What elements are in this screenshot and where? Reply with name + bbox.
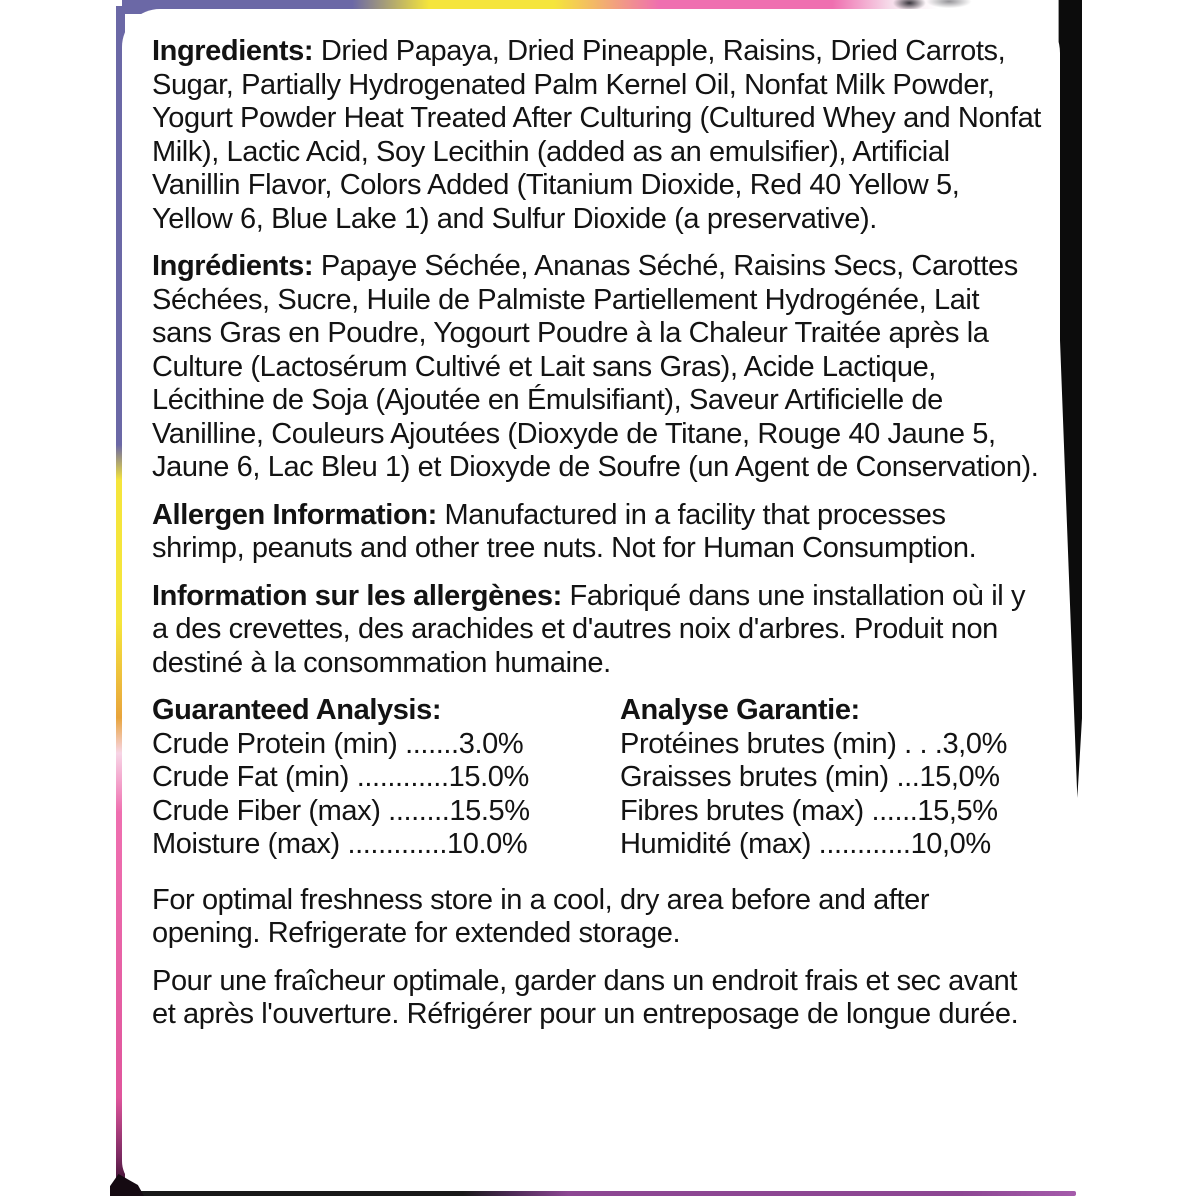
analysis-row-crude-protein: Crude Protein (min) .......3.0% <box>152 727 524 760</box>
ingredients-fr-paragraph <box>152 250 1044 485</box>
analysis-value: 15.5% <box>449 794 530 827</box>
dot-leader: ........ <box>388 794 450 827</box>
dot-leader: ............. <box>347 828 447 860</box>
analysis-value: 15,5% <box>917 794 998 827</box>
analysis-row-moisture: Moisture (max) .............10.0% <box>152 828 528 860</box>
analysis-value: 10,0% <box>910 828 991 860</box>
ingredients-fr-heading: Ingrédients: <box>152 250 314 282</box>
analysis-value: 3,0% <box>942 727 1007 760</box>
dot-leader: ............ <box>356 761 449 793</box>
guaranteed-analysis-section <box>152 694 1044 862</box>
analysis-row-crude-fiber: Crude Fiber (max) ........15.5% <box>152 794 530 827</box>
storage-en-paragraph: For optimal freshness store in a cool, dry area before and after opening. Refrigerate for extended storage. <box>152 883 930 949</box>
ingredients-en-text: Dried Papaya, Dried Pineapple, Raisins, Dried Carrots, Sugar, Partially Hydrogenated Palm Kernel Oil, Nonfat Milk Powder, Yogurt Powder Heat Treated After Culturing (Cultured Whey and Nonfat Milk), Lactic Acid, Soy Lecithin (added as an emulsifier), Artificial Vanillin Flavor, Colors Added (Titanium Dioxide, Red 40 Yellow 5, Yellow 6, Blue Lake 1) and Sulfur Dioxide (a preservative). <box>152 35 1041 235</box>
allergen-fr-heading: Information sur les allergènes: <box>152 579 562 612</box>
guaranteed-analysis-fr-column <box>620 694 1044 862</box>
allergen-fr-text: Fabriqué dans une installation où il y a des crevettes, des arachides et d'autres noix d'arbres. Produit non destiné à la consommation humaine. <box>152 579 1026 679</box>
analysis-row-crude-fat: Crude Fat (min) ............15.0% <box>152 761 529 793</box>
ingredients-en-heading: Ingredients: <box>152 35 314 67</box>
package-bottom-edge-line <box>118 1191 1076 1196</box>
allergen-en-heading: Allergen Information: <box>152 498 437 531</box>
dot-leader: ...... <box>871 794 918 827</box>
analysis-value: 15,0% <box>919 761 1000 793</box>
analysis-row-fibres: Fibres brutes (max) ......15,5% <box>620 794 998 827</box>
analysis-value: 15.0% <box>448 761 529 793</box>
ingredients-fr-text: Papaye Séchée, Ananas Séché, Raisins Secs, Carottes Séchées, Sucre, Huile de Palmiste Partiellement Hydrogénée, Lait sans Gras en Poudre, Yogourt Poudre à la Chaleur Traitée après la Culture (Lactosérum Cultivé et Lait sans Gras), Acide Lactique, Lécithine de Soja (Ajoutée en Émulsifiant), Saveur Artificielle de Vanilline, Couleurs Ajoutées (Dioxyde de Titane, Rouge 40 Jaune 5, Jaune 6, Lac Bleu 1) et Dioxyde de Soufre (un Agent de Conservation). <box>152 250 1039 483</box>
storage-fr-paragraph: Pour une fraîcheur optimale, garder dans un endroit frais et sec avant et après l'ouverture. Réfrigérer pour un entreposage de longue durée. <box>152 964 1019 1030</box>
guaranteed-analysis-en-column <box>152 694 620 862</box>
analysis-value: 10.0% <box>446 828 528 860</box>
analysis-row-proteines: Protéines brutes (min) . . .3,0% <box>620 727 1007 760</box>
dot-leader: . . . <box>904 727 943 760</box>
dot-leader: ............ <box>818 828 911 860</box>
analysis-value: 3.0% <box>458 727 524 760</box>
ingredients-en-paragraph <box>152 35 1044 236</box>
analysis-row-humidite: Humidité (max) ............10,0% <box>620 828 991 860</box>
allergen-fr-paragraph <box>152 580 1044 681</box>
dot-leader: ... <box>896 761 920 793</box>
allergen-en-text: Manufactured in a facility that processes shrimp, peanuts and other tree nuts. Not for Human Consumption. <box>152 498 977 564</box>
allergen-en-paragraph <box>152 499 1044 566</box>
guaranteed-analysis-en-title: Guaranteed Analysis: <box>152 694 442 726</box>
dot-leader: ....... <box>405 727 459 760</box>
guaranteed-analysis-fr-title: Analyse Garantie: <box>620 694 860 726</box>
ingredient-label-panel <box>122 9 1060 1191</box>
analysis-row-graisses: Graisses brutes (min) ...15,0% <box>620 761 1000 793</box>
